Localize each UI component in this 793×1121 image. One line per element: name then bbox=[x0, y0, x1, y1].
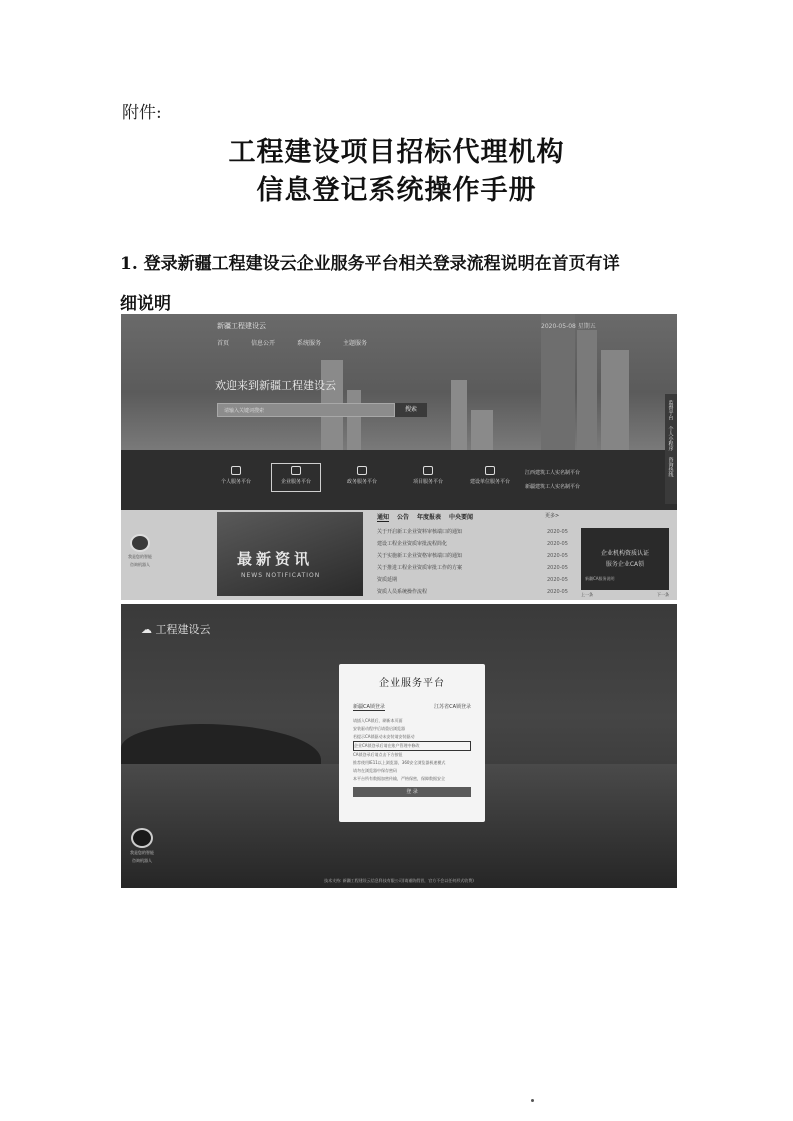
service-tiles bbox=[211, 466, 551, 496]
side-item-miniapp[interactable]: 个人小程序 bbox=[667, 426, 674, 451]
government-icon bbox=[357, 466, 367, 475]
tab-announcement[interactable]: 公告 bbox=[397, 514, 410, 521]
list-item[interactable]: 建设工程企业资质审批流程简化 bbox=[377, 541, 448, 547]
footer-text: 技术支持: 新疆工程建设云信息科技有限公司(请谨防假冒，官方不会以任何形式收费) bbox=[324, 878, 474, 883]
news-tabs bbox=[377, 512, 473, 522]
ca-ad-banner[interactable]: 企业机构资质认证 服务企业CA锁 新疆CA服务说明 bbox=[581, 528, 669, 590]
news-banner-title: 最新资讯 bbox=[237, 550, 314, 568]
site-logo[interactable]: 新疆工程建设云 bbox=[217, 322, 266, 330]
tab-notice[interactable]: 通知 bbox=[377, 514, 390, 521]
tile-personal[interactable]: 个人服务平台 bbox=[211, 466, 261, 485]
list-item: 推荐使用IE11以上浏览器，360安全浏览器极速模式 bbox=[353, 760, 446, 765]
tile-project[interactable]: 项目服务平台 bbox=[403, 466, 453, 485]
list-item[interactable]: 关于开启新工企业资料审核端口的通知 bbox=[377, 529, 463, 535]
side-toolbar bbox=[665, 394, 677, 504]
nav-item-home[interactable]: 首页 bbox=[217, 340, 230, 347]
step-1-text-continued: 细说明 bbox=[120, 294, 171, 314]
list-item: 本平台所有数据加密传输，严格保密，保障数据安全 bbox=[353, 776, 445, 781]
list-item: 请插入CA锁后，刷新本页面 bbox=[353, 718, 403, 723]
robot-icon bbox=[131, 828, 153, 848]
link-jiangxi[interactable]: 江西建筑工人实名制平台 bbox=[525, 470, 581, 476]
worker-platform-links bbox=[525, 466, 580, 494]
building-icon bbox=[291, 466, 301, 475]
list-item: 企业CA锁登录后请在账户管理中修改 bbox=[353, 741, 471, 751]
hero-banner bbox=[121, 314, 677, 510]
login-screenshot bbox=[121, 604, 677, 888]
robot-icon bbox=[130, 534, 150, 552]
tab-xinjiang-ca[interactable]: 新疆CA锁登录 bbox=[353, 704, 385, 710]
site-logo[interactable]: ☁ 工程建设云 bbox=[141, 623, 211, 636]
project-icon bbox=[423, 466, 433, 475]
date-display: 2020-05-08 星期五 bbox=[541, 323, 596, 330]
welcome-heading: 欢迎来到新疆工程建设云 bbox=[215, 379, 336, 392]
chat-robot[interactable]: 我是您的智能 咨询机器人 bbox=[125, 534, 155, 568]
tab-jiangsu-ca[interactable]: 江苏省CA锁登录 bbox=[434, 704, 471, 710]
tab-central-news[interactable]: 中央要闻 bbox=[449, 514, 474, 521]
list-item: 请勿在浏览器中保存密码 bbox=[353, 768, 397, 773]
person-icon bbox=[231, 466, 241, 475]
main-nav bbox=[217, 338, 367, 347]
list-item: 若提示CA锁驱动未安装请安装驱动 bbox=[353, 734, 415, 739]
login-tabs bbox=[339, 703, 485, 711]
ad-pager bbox=[581, 592, 669, 598]
news-section bbox=[121, 510, 677, 600]
tab-annual-report[interactable]: 年度报表 bbox=[417, 514, 442, 521]
homepage-screenshot bbox=[121, 314, 677, 600]
search-button[interactable]: 搜索 bbox=[395, 403, 427, 417]
document-title-line-1: 工程建设项目招标代理机构 bbox=[228, 137, 565, 168]
step-1-text: 1. 登录新疆工程建设云企业服务平台相关登录流程说明在首页有详 bbox=[120, 254, 620, 274]
news-list bbox=[377, 526, 547, 598]
tile-construction[interactable]: 建设单位服务平台 bbox=[465, 466, 515, 485]
login-button[interactable]: 登 录 bbox=[353, 787, 471, 797]
news-more-link[interactable]: 更多> bbox=[545, 513, 560, 519]
nav-item-topics[interactable]: 主题服务 bbox=[343, 340, 368, 347]
chat-robot[interactable]: 我是您的智能 咨询机器人 bbox=[125, 828, 159, 864]
document-title-line-2: 信息登记系统操作手册 bbox=[256, 175, 537, 206]
tile-government[interactable]: 政务服务平台 bbox=[337, 466, 387, 485]
news-banner-subtitle: NEWS NOTIFICATION bbox=[241, 572, 321, 579]
annex-label: 附件: bbox=[122, 103, 162, 123]
list-item[interactable]: 关于实施新工企业资格审核端口的通知 bbox=[377, 553, 463, 559]
tile-enterprise[interactable]: 企业服务平台 bbox=[271, 463, 321, 492]
list-item[interactable]: 关于推进工程企业资质审批工作的方案 bbox=[377, 565, 463, 571]
list-item[interactable]: 资质人员系统操作流程 bbox=[377, 589, 428, 595]
news-banner bbox=[217, 512, 363, 596]
prev-button[interactable]: 上一条 bbox=[581, 592, 593, 597]
list-item: CA锁登录后请点击下方按钮 bbox=[353, 752, 403, 757]
login-instructions bbox=[339, 717, 485, 783]
login-title: 企业服务平台 bbox=[379, 678, 445, 689]
list-item: 安装驱动程序后请重启浏览器 bbox=[353, 726, 405, 731]
link-xinjiang[interactable]: 新疆建筑工人实名制平台 bbox=[525, 484, 581, 490]
nav-item-system[interactable]: 系统服务 bbox=[297, 340, 322, 347]
search-input[interactable]: 请输入关键词搜索 bbox=[217, 403, 395, 417]
list-item[interactable]: 资质延期 bbox=[377, 577, 398, 583]
construction-icon bbox=[485, 466, 495, 475]
next-button[interactable]: 下一条 bbox=[657, 592, 669, 597]
login-panel bbox=[339, 664, 485, 822]
side-item-hotline[interactable]: 咨询热线 bbox=[667, 457, 674, 477]
page-dot bbox=[531, 1099, 534, 1102]
nav-item-info[interactable]: 信息公开 bbox=[251, 340, 276, 347]
side-item-supervision[interactable]: 监督平台 bbox=[667, 400, 674, 420]
news-dates: 2020-05 2020-05 2020-05 2020-05 2020-05 2020-05 bbox=[547, 529, 568, 595]
